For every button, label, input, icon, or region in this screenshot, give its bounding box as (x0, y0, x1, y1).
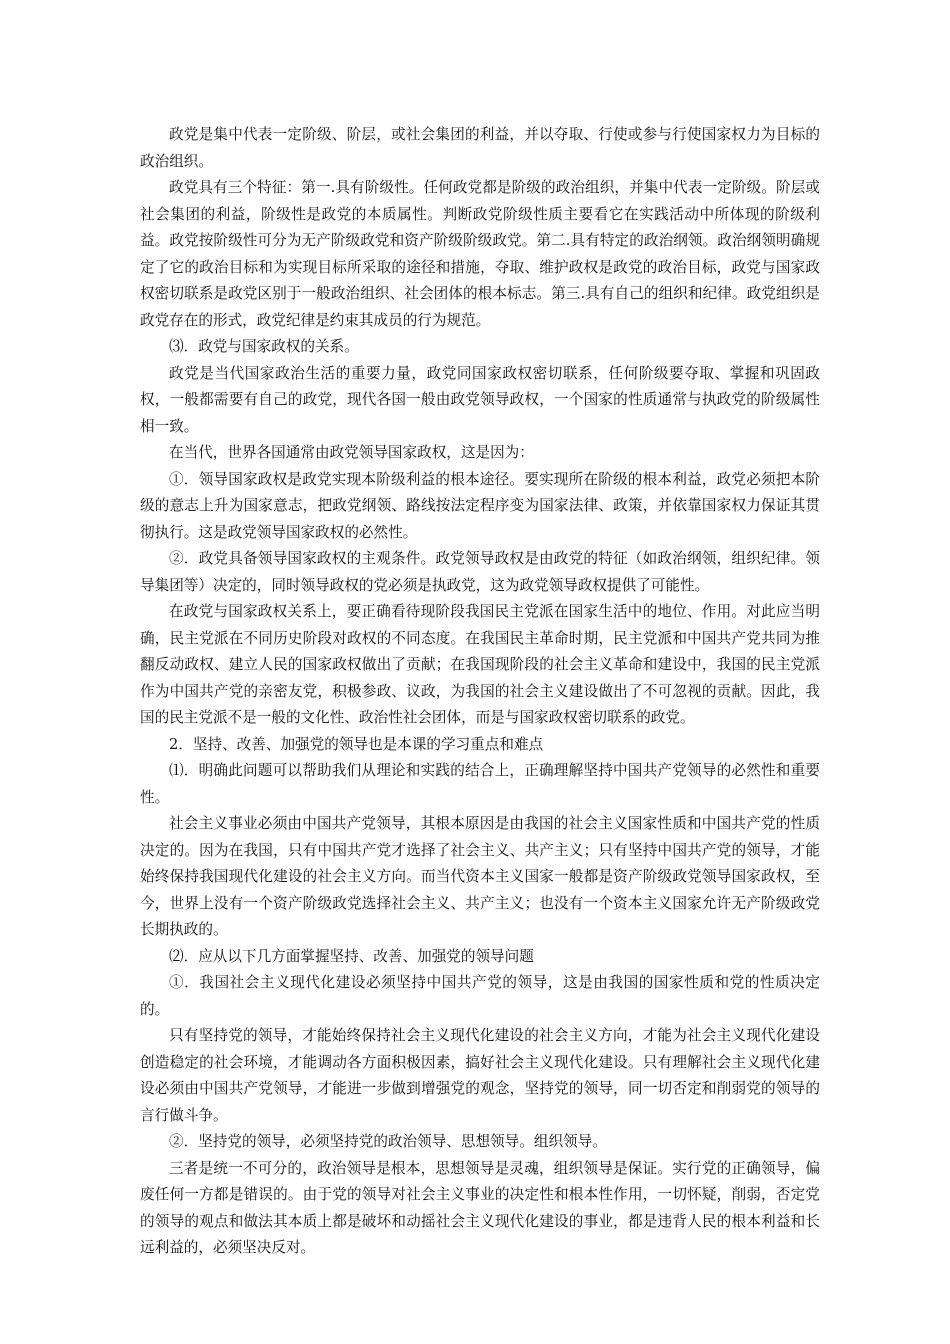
paragraph-three-unified: 三者是统一不可分的，政治领导是根本，思想领导是灵魂，组织领导是保证。实行党的正确领导，偏废任何一方都是错误的。由于党的领导对社会主义事业的决定性和根本性作用，一切怀疑，削弱，否定党的领导的观点和做法其本质上都是破坏和动摇社会主义现代化建设的事业，都是违背人民的根本利益和长远利益的，必须坚决反对。 (140, 1159, 820, 1256)
paragraph-party-features: 政党具有三个特征：第一.具有阶级性。任何政党都是阶级的政治组织，并集中代表一定阶级。阶层或社会集团的利益，阶级性是政党的本质属性。判断政党阶级性质主要看它在实践活动中所体现的阶级利益。政党按阶级性可分为无产阶级政党和资产阶级阶级政党。第二.具有特定的政治纲领。政治纲领明确规定了它的政治目标和为实现目标所采取的途径和措施，夺取、维护政权是政党的政治目标，政党与国家政权密切联系是政党区别于一般政治组织、社会团体的根本标志。第三.具有自己的组织和纪律。政党组织是政党存在的形式，政党纪律是约束其成员的行为规范。 (140, 179, 820, 329)
document-body (140, 122, 820, 1262)
paragraph-point-1: ①．领导国家政权是政党实现本阶级利益的根本途径。要实现所在阶级的根本利益，政党必须把本阶级的意志上升为国家意志，把政党纲领、路线按法定程序变为国家法律、政策，并依靠国家权力保证其贯彻执行。这是政党领导国家政权的必然性。 (140, 470, 820, 541)
paragraph-democratic-parties: 在政党与国家政权关系上，要正确看待现阶段我国民主党派在国家生活中的地位、作用。对此应当明确，民主党派在不同历史阶段对政权的不同态度。在我国民主革命时期，民主党派和中国共产党共同为推翻反动政权、建立人民的国家政权做出了贡献；在我国现阶段的社会主义革命和建设中，我国的民主党派作为中国共产党的亲密友党，积极参政、议政，为我国的社会主义建设做出了不可忽视的贡献。因此，我国的民主党派不是一般的文化性、政治性社会团体，而是与国家政权密切联系的政党。 (140, 603, 820, 726)
heading-section-2: 2．坚持、改善、加强党的领导也是本课的学习重点和难点 (169, 735, 544, 753)
paragraph-socialist-cause: 社会主义事业必须由中国共产党领导，其根本原因是由我国的社会主义国家性质和中国共产党的性质决定的。因为在我国，只有中国共产党才选择了社会主义、共产主义；只有坚持中国共产党的领导，才能始终保持我国现代化建设的社会主义方向。而当代资本主义国家一般都是资产阶级政党领导国家政权，至今，世界上没有一个资产阶级政党选择社会主义、共产主义；也没有一个资本主义国家允许无产阶级政党长期执政的。 (140, 815, 820, 938)
paragraph-leadership-types: ②．坚持党的领导，必须坚持党的政治领导、思想领导。组织领导。 (169, 1133, 607, 1150)
paragraph-party-political-force: 政党是当代国家政治生活的重要力量，政党同国家政权密切联系，任何阶级要夺取、掌握和巩固政权，一般都需要有自己的政党，现代各国一般由政党领导政权，一个国家的性质通常与执政党的阶级属性相一致。 (140, 364, 820, 435)
paragraph-point-2: ②．政党具备领导国家政权的主观条件。政党领导政权是由政党的特征（如政治纲领，组织纪律。领导集团等）决定的，同时领导政权的党必须是执政党，这为政党领导政权提供了可能性。 (140, 550, 820, 594)
heading-subpoint-2: ⑵．应从以下几方面掌握坚持、改善、加强党的领导问题 (169, 947, 534, 965)
heading-party-and-state-power: ⑶．政党与国家政权的关系。 (169, 338, 359, 355)
paragraph-modernization-leadership: ①．我国社会主义现代化建设必须坚持中国共产党的领导，这是由我国的国家性质和党的性质决定的。 (140, 974, 820, 1018)
paragraph-party-definition: 政党是集中代表一定阶级、阶层，或社会集团的利益，并以夺取、行使或参与行使国家权力为目标的政治组织。 (140, 126, 820, 170)
paragraph-subpoint-1: ⑴．明确此问题可以帮助我们从理论和实践的结合上，正确理解坚持中国共产党领导的必然性和重要性。 (140, 762, 820, 806)
paragraph-contemporary-reason: 在当代，世界各国通常由政党领导国家政权，这是因为： (169, 444, 534, 461)
paragraph-only-by-upholding: 只有坚持党的领导，才能始终保持社会主义现代化建设的社会主义方向，才能为社会主义现代化建设创造稳定的社会环境，才能调动各方面积极因素，搞好社会主义现代化建设。只有理解社会主义现代化建设必须由中国共产党领导，才能进一步做到增强党的观念，坚持党的领导，同一切否定和削弱党的领导的言行做斗争。 (140, 1027, 820, 1124)
